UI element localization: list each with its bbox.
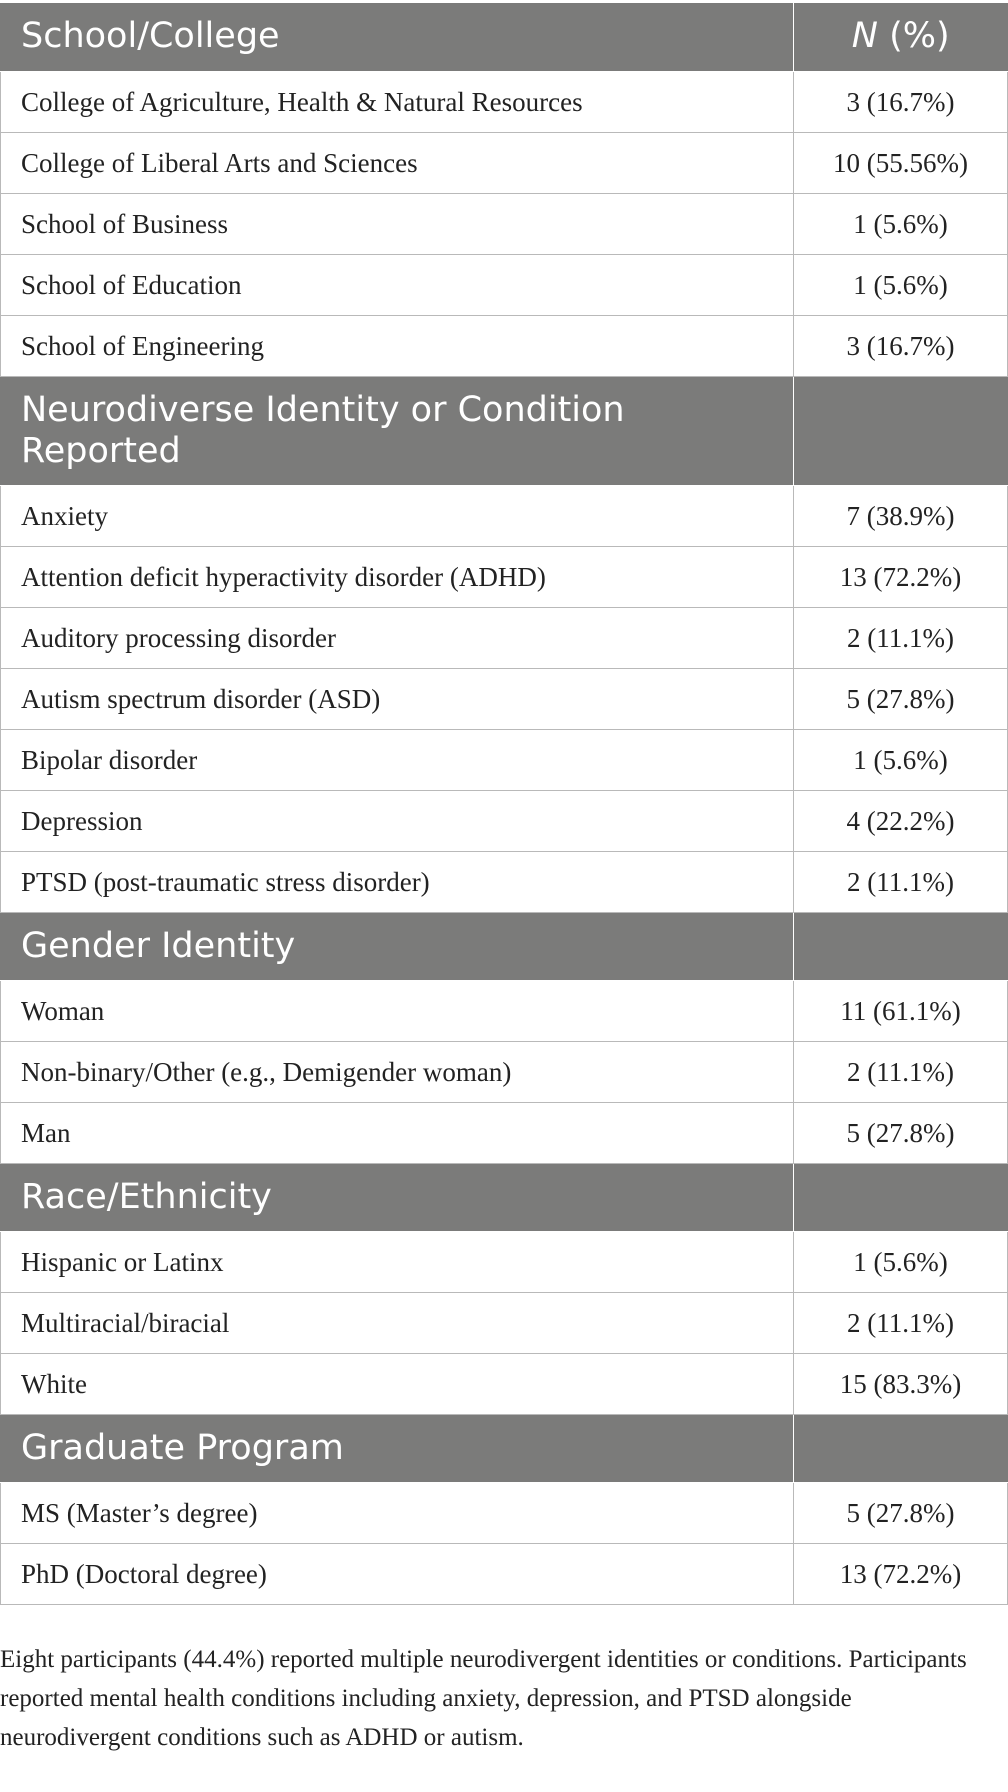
row-value: 13 (72.2%) [794,546,1008,607]
row-value: 2 (11.1%) [794,851,1008,912]
row-value: 1 (5.6%) [794,254,1008,315]
table-row [1,1292,1008,1353]
row-label: MS (Master’s degree) [1,1482,794,1543]
row-value: 2 (11.1%) [794,607,1008,668]
section-title: Graduate Program [1,1414,794,1482]
row-label: School of Engineering [1,315,794,376]
section-title: Gender Identity [1,912,794,980]
row-value: 2 (11.1%) [794,1041,1008,1102]
row-label: Depression [1,790,794,851]
row-value: 7 (38.9%) [794,485,1008,546]
table-row [1,1102,1008,1163]
row-value: 3 (16.7%) [794,315,1008,376]
section-header-gender-identity [1,912,1008,980]
table-row [1,1231,1008,1292]
row-label: Attention deficit hyperactivity disorder (ADHD) [1,546,794,607]
section-header-school-college [1,3,1008,71]
section-title: School/College [1,3,794,71]
table-row [1,193,1008,254]
row-label: College of Liberal Arts and Sciences [1,132,794,193]
row-label: School of Business [1,193,794,254]
demographics-table [0,3,1008,1605]
row-value: 3 (16.7%) [794,71,1008,132]
table-row [1,980,1008,1041]
table-row [1,668,1008,729]
row-value: 1 (5.6%) [794,1231,1008,1292]
table-row [1,315,1008,376]
n-header-rest: (%) [877,16,950,57]
row-label: Man [1,1102,794,1163]
table-row [1,71,1008,132]
section-title: Race/Ethnicity [1,1163,794,1231]
row-label: Anxiety [1,485,794,546]
table-row [1,1353,1008,1414]
section-header-empty [794,376,1008,485]
row-label: Non-binary/Other (e.g., Demigender woman) [1,1041,794,1102]
row-label: Auditory processing disorder [1,607,794,668]
n-header-italic: N [851,16,878,57]
row-label: Woman [1,980,794,1041]
row-value: 1 (5.6%) [794,193,1008,254]
table-row [1,254,1008,315]
row-value: 11 (61.1%) [794,980,1008,1041]
row-value: 10 (55.56%) [794,132,1008,193]
table-row [1,1482,1008,1543]
table-row [1,546,1008,607]
section-title: Neurodiverse Identity or Condition Reported [1,376,794,485]
row-value: 5 (27.8%) [794,668,1008,729]
table-row [1,485,1008,546]
row-value: 13 (72.2%) [794,1543,1008,1604]
section-header-graduate-program [1,1414,1008,1482]
table-row [1,851,1008,912]
row-value: 5 (27.8%) [794,1102,1008,1163]
row-value: 5 (27.8%) [794,1482,1008,1543]
row-value: 4 (22.2%) [794,790,1008,851]
section-header-race-ethnicity [1,1163,1008,1231]
row-value: 2 (11.1%) [794,1292,1008,1353]
table-row [1,607,1008,668]
table-row [1,1543,1008,1604]
row-label: College of Agriculture, Health & Natural Resources [1,71,794,132]
row-label: PhD (Doctoral degree) [1,1543,794,1604]
section-header-empty [794,1414,1008,1482]
section-header-empty [794,912,1008,980]
row-value: 15 (83.3%) [794,1353,1008,1414]
table-row [1,1041,1008,1102]
row-label: White [1,1353,794,1414]
n-percent-header [794,3,1008,71]
table-row [1,790,1008,851]
row-value: 1 (5.6%) [794,729,1008,790]
table-footnote: Eight participants (44.4%) reported multiple neurodivergent identities or conditions. Participants reported mental health conditions including anxiety, depression, and PTSD alongside neurodivergent conditions such as ADHD or autism. [0,1646,967,1751]
row-label: Multiracial/biracial [1,1292,794,1353]
row-label: Hispanic or Latinx [1,1231,794,1292]
row-label: Autism spectrum disorder (ASD) [1,668,794,729]
table-row [1,132,1008,193]
row-label: Bipolar disorder [1,729,794,790]
row-label: School of Education [1,254,794,315]
section-header-neurodiverse [1,376,1008,485]
section-header-empty [794,1163,1008,1231]
row-label: PTSD (post-traumatic stress disorder) [1,851,794,912]
table-row [1,729,1008,790]
